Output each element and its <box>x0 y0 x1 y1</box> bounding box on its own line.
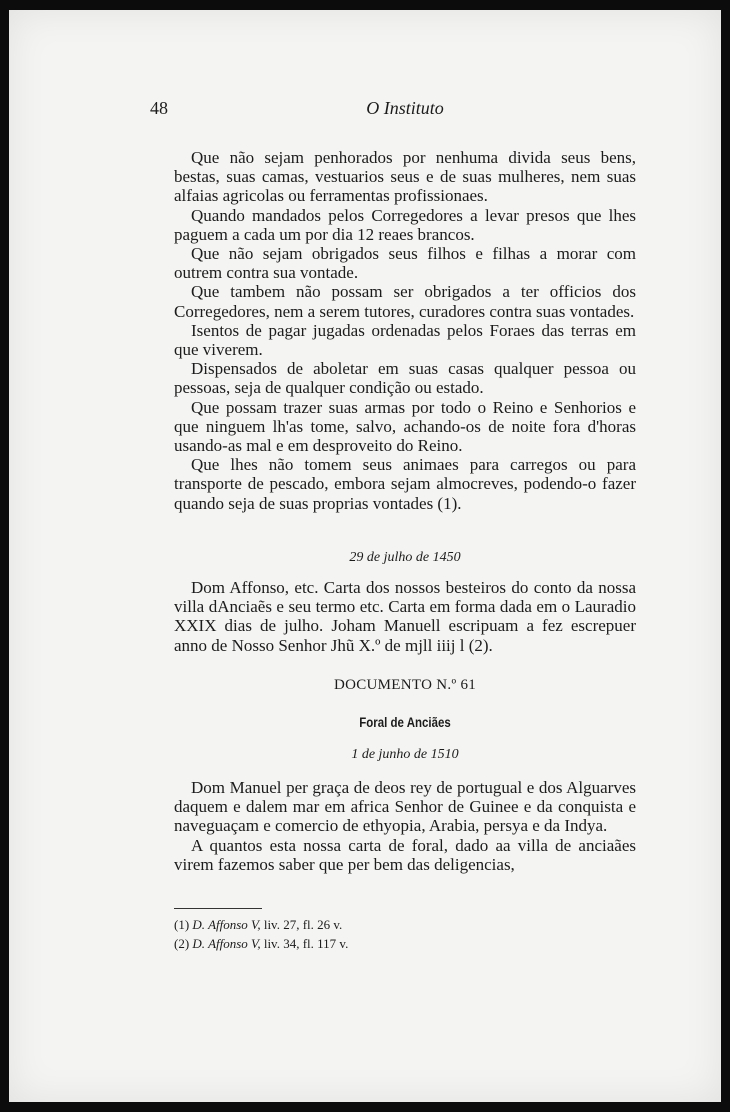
paragraph: Dom Affonso, etc. Carta dos nossos besteiros do conto da nossa villa dAnciaẽs e seu termo etc. Carta em forma dada em o Lauradio XXIX dias de julho. Joham Manuell escripuam a fez escrepuer anno de Nosso Senhor Jhũ X.º de mjll iiij l (2). <box>174 578 636 655</box>
paragraph: Quando mandados pelos Corregedores a levar presos que lhes paguem a cada um por dia 12 reaes brancos. <box>174 205 636 244</box>
foral-section <box>174 778 636 874</box>
footnote-ref: liv. 27, fl. 26 v. <box>263 917 343 932</box>
paragraph: A quantos esta nossa carta de foral, dado aa villa de anciaães virem fazemos saber que per bem das deligencias, <box>174 835 636 874</box>
paragraph: Que tambem não possam ser obrigados a ter officios dos Corregedores, nem a serem tutores, curadores contra suas vontades. <box>174 282 636 321</box>
footnote-ref: liv. 34, fl. 117 v. <box>263 936 349 951</box>
footnote-mark: (1) <box>174 917 190 932</box>
document-page <box>9 10 721 1102</box>
paragraph: Que possam trazer suas armas por todo o Reino e Senhorios e que ninguem lh'as tome, salvo, achando-os de noite fora d'horas usando-as mal e em desproveito do Reino. <box>174 397 636 456</box>
page-number: 48 <box>150 98 168 118</box>
date-1510: 1 de junho de 1510 <box>351 747 459 762</box>
date-1450: 29 de julho de 1450 <box>349 550 461 565</box>
footnote-source: D. Affonso V, <box>192 917 261 932</box>
footnotes <box>174 915 636 953</box>
footnote-source: D. Affonso V, <box>192 936 261 951</box>
document-title: Foral de Anciães <box>359 714 451 730</box>
paragraph: Dom Manuel per graça de deos rey de portugual e dos Alguarves daquem e dalem mar em africa Senhor de Guinee e da conquista e naveguaçam e comercio de ethyopia, Arabia, persya e da Indya. <box>174 778 636 836</box>
running-title: O Instituto <box>366 98 444 118</box>
document-heading: DOCUMENTO N.º 61 <box>333 677 477 693</box>
paragraph: Que não sejam obrigados seus filhos e filhas a morar com outrem contra sua vontade. <box>174 244 636 283</box>
footnote-divider <box>174 908 262 909</box>
paragraph: Isentos de pagar jugadas ordenadas pelos Foraes das terras em que viverem. <box>174 320 636 360</box>
paragraph: Que lhes não tomem seus animaes para carregos ou para transporte de pescado, embora sejam almocreves, podendo-o fazer quando seja de suas proprias vontades (1). <box>174 455 636 513</box>
letter-section <box>174 578 636 655</box>
page-header <box>150 98 636 122</box>
footnote-mark: (2) <box>174 936 190 951</box>
footnote <box>174 915 636 934</box>
footnote <box>174 934 636 953</box>
paragraph: Que não sejam penhorados por nenhuma divida seus bens, bestas, suas camas, vestuarios seus e de suas mulheres, nem suas alfaias agricolas ou ferramentas profissionaes. <box>174 148 636 206</box>
privileges-section <box>174 148 636 513</box>
paragraph: Dispensados de aboletar em suas casas qualquer pessoa ou pessoas, seja de qualquer condição ou estado. <box>174 359 636 398</box>
